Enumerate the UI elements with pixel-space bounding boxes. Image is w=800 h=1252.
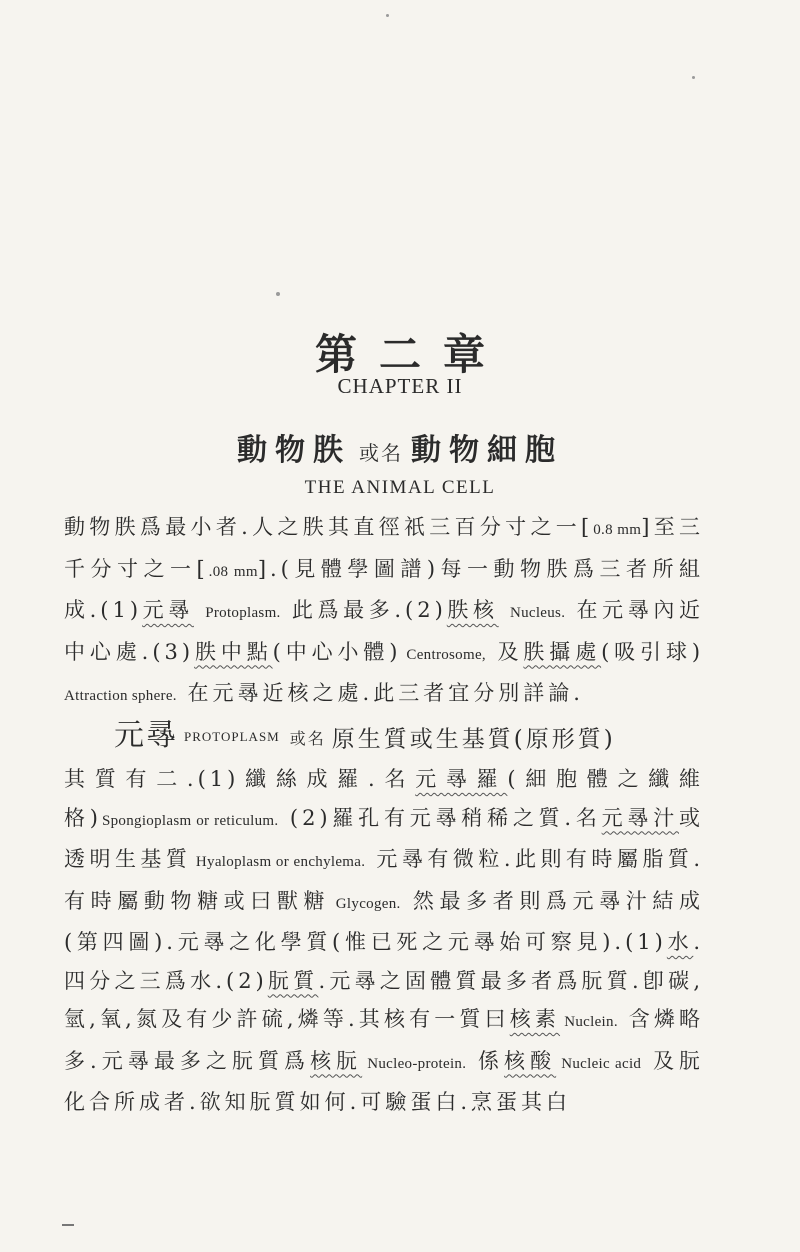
text-run: 元㝷有微粒.此則有時屬脂質.有時屬動物糖或曰獸糖 — [64, 847, 704, 913]
text-run: (細胞體之纖維格) — [64, 767, 704, 830]
latin-run: Spongioplasm or reticulum. — [101, 812, 279, 829]
chapter-title-zh — [0, 425, 800, 469]
chapter-heading-zh: 第二章 — [314, 330, 507, 379]
text-run: 然最多者則爲元㝷汁結成(第四圖).元㝷之化學質(惟已死之元㝷始可察見).(1) — [64, 888, 704, 954]
text-run: 其質有二.(1)纖絲成羅.名 — [64, 767, 416, 791]
latin-run: Nucleic acid — [556, 1055, 642, 1072]
text-run: 或透明生基質 — [64, 805, 704, 871]
ink-speck — [386, 14, 389, 17]
section-heading-protoplasm — [114, 710, 616, 754]
text-run: .元㝷之固體質最多者爲朊質.卽碳,氫,氧,氮及有少許硫,燐等.其核有一質曰 — [64, 968, 705, 1031]
paragraph-protoplasm — [64, 760, 704, 1122]
term-protoplasm: 元㝷 — [142, 598, 194, 622]
text-run: (2)羅孔有元㝷稍稀之質.名 — [278, 805, 602, 830]
text-run: ]至三千分寸之一[ — [64, 515, 705, 581]
latin-run: Hyaloplasm or enchylema. — [191, 854, 366, 870]
text-run: (中心小體) — [272, 639, 402, 664]
text-run: (吸引球) — [601, 639, 705, 664]
section-heading-zh: 元㝷 — [114, 718, 178, 753]
text-run — [499, 598, 510, 622]
text-run: 及朊化合所成者.欲知朊質如何.可驗蛋白.烹蛋其白 — [64, 1048, 704, 1114]
chapter-title-en: THE ANIMAL CELL — [304, 477, 496, 498]
text-run: ].(見體學圖譜)每一動物胅爲三者所組成.(1) — [64, 556, 704, 622]
chapter-heading-en: CHAPTER II — [337, 374, 463, 398]
latin-run: Glycogen. — [330, 895, 401, 912]
page-footer-mark — [62, 1224, 74, 1226]
paragraph-cell-intro — [64, 508, 704, 716]
term-nucleus: 胅核 — [446, 598, 499, 622]
latin-run: 0.8 mm — [593, 522, 642, 538]
latin-run: Nucleus. — [509, 605, 566, 621]
text-run: .四分之三爲水.(2) — [64, 930, 704, 993]
latin-run: Nuclein. — [560, 1014, 618, 1030]
ink-speck — [276, 292, 280, 296]
latin-run: Nucleo-protein. — [362, 1055, 467, 1072]
title-alt-marker: 或名 — [359, 441, 403, 465]
term-proteid: 朊質 — [267, 968, 319, 993]
section-heading-en: PROTOPLASM — [184, 729, 280, 744]
latin-run: Protoplasm. — [205, 605, 281, 621]
term-spongioplasm: 元㝷羅 — [415, 767, 508, 791]
term-nucleic-acid: 核酸 — [504, 1048, 557, 1073]
text-run: 動物胅爲最小者.人之胅其直徑祇三百分寸之一[ — [64, 515, 594, 539]
text-run: 在元㝷內近中心處.(3) — [64, 598, 705, 664]
text-run: 在元㝷近核之處.此三者宜分別詳論. — [176, 681, 584, 705]
text-run — [194, 598, 205, 622]
text-run: 及 — [485, 639, 524, 664]
title-rest: 動物細胞 — [411, 433, 563, 468]
term-attraction-sphere: 胅攝處 — [523, 639, 602, 664]
section-alt-marker: 或名 — [289, 728, 326, 748]
term-nucleo-protein: 核朊 — [310, 1048, 363, 1073]
latin-run: Attraction sphere. — [64, 688, 177, 704]
section-heading-rest: 原生質或生基質(原形質) — [331, 726, 616, 753]
term-nuclein: 核素 — [509, 1007, 561, 1031]
latin-run: .08 mm — [208, 563, 258, 580]
text-run: 此爲最多.(2) — [280, 598, 447, 622]
term-water: 水 — [666, 930, 694, 954]
term-hyaloplasm: 元㝷汁 — [601, 805, 679, 830]
latin-run: Centrosome, — [401, 646, 486, 663]
ink-speck — [692, 76, 695, 79]
text-run: 係 — [466, 1048, 505, 1073]
text-run: 含燐略多.元㝷最多之朊質爲 — [64, 1007, 705, 1073]
title-main: 動物胅 — [237, 433, 351, 468]
term-centrosome: 胅中點 — [194, 639, 273, 664]
